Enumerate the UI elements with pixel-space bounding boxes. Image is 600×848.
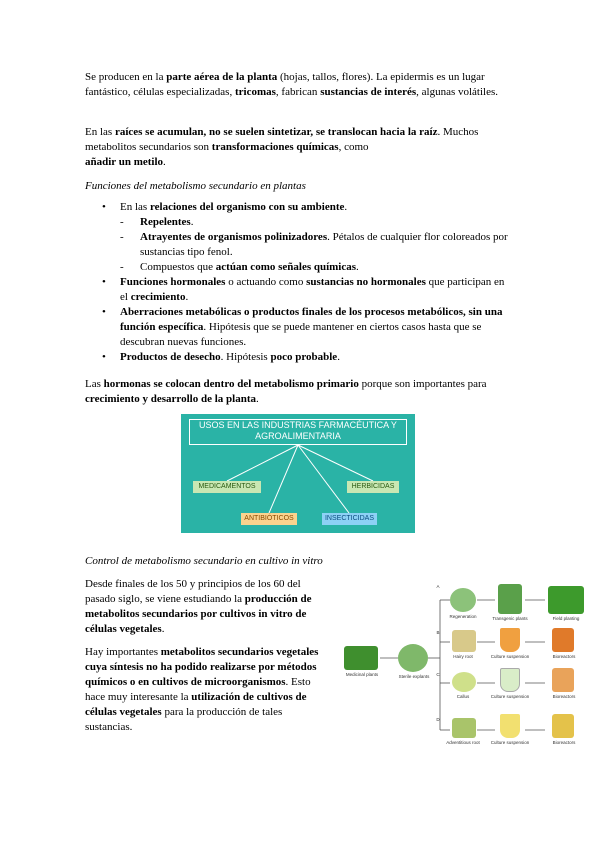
label-hairy-root: Hairy root (453, 654, 473, 659)
diagram-node-herbicidas: HERBICIDAS (347, 481, 399, 493)
paragraph-importance: Hay importantes metabolitos secundarios vegetales cuya síntesis no ha podido realizarse por métodos químicos o en cultivos de microorganismos. Esto hace muy interesante la utilización de cultivos de células vegetales para la producción de tales sustancias. (85, 646, 319, 733)
label-bioreactor-b: Bioreactors (552, 654, 576, 659)
label-callus: Callus (456, 694, 470, 699)
regeneration-image (450, 588, 476, 612)
diagram-title: USOS EN LAS INDUSTRIAS FARMACÉUTICA Y AGROALIMENTARIA (189, 419, 407, 445)
medicinal-plants-image (344, 646, 378, 670)
letter-d: D (436, 717, 440, 722)
list-item: - Compuestos que actúan como señales químicas. (120, 260, 512, 275)
functions-list (100, 200, 512, 365)
list-item: - Repelentes. (120, 215, 512, 230)
diagram-node-medicamentos: MEDICAMENTOS (193, 481, 261, 493)
connector-medicamentos (227, 445, 298, 481)
bioreactor-d-image (552, 714, 574, 738)
connector-antibioticos (269, 445, 298, 513)
hairy-root-image (452, 630, 476, 652)
culture-suspension-c-image (500, 668, 520, 692)
paragraph-roots: En las raíces se acumulan, no se suelen sintetizar, se translocan hacia la raíz. Muchos metabolitos secundarios son transformaciones químicas, como añadir un metilo. (85, 126, 479, 168)
paragraph-history: Desde finales de los 50 y principios de los 60 del pasado siglo, se viene estudiando la producción de metabolitos secundarios por cultivos in vitro de células vegetales. (85, 578, 312, 635)
heading-in-vitro: Control de metabolismo secundario en cultivo in vitro (85, 555, 323, 567)
list-item: • Aberraciones metabólicas o productos finales de los procesos metabólicos, sin una función específica. Hipótesis que se puede mantener en ciertos casos hasta que se descubran nuevas funciones. (100, 305, 512, 350)
industry-uses-diagram (181, 414, 415, 533)
label-bioreactor-d: Bioreactors (552, 740, 576, 745)
list-item: • En las relaciones del organismo con su ambiente. - Repelentes. - Atrayentes de organismos polinizadores. Pétalos de cualquier flor coloreados por sustancias tipo fenol. - Compuestos que actúan como señales químicas. (100, 200, 512, 275)
bioreactor-c-image (552, 668, 574, 692)
label-sterile: Sterile explants (398, 674, 430, 679)
diagram-node-insecticidas: INSECTICIDAS (322, 513, 377, 525)
label-adventitious: Adventitious root (446, 740, 480, 745)
connector-herbicidas (298, 445, 373, 481)
adventitious-root-image (452, 718, 476, 738)
list-item: • Funciones hormonales o actuando como sustancias no hormonales que participan en el crecimiento. (100, 275, 512, 305)
label-suspension-c: Culture suspension (490, 694, 530, 699)
sub-list (120, 215, 512, 275)
list-item: • Productos de desecho. Hipótesis poco probable. (100, 350, 512, 365)
paragraph-aerial-part: Se producen en la parte aérea de la planta (hojas, tallos, flores). La epidermis es un lugar fantástico, células especializadas, tricomas, fabrican sustancias de interés, algunas volátiles. (85, 71, 499, 98)
letter-b: B (436, 630, 440, 635)
list-item: - Atrayentes de organismos polinizadores. Pétalos de cualquier flor coloreados por sustancias tipo fenol. (120, 230, 512, 260)
label-regeneration: Regeneration (449, 614, 477, 619)
sterile-explants-image (398, 644, 428, 672)
label-transgenic: Transgenic plants (492, 616, 528, 621)
label-medicinal: Medicinal plants (345, 672, 379, 677)
connector-insecticidas (298, 445, 349, 513)
transgenic-plants-image (498, 584, 522, 614)
culture-suspension-d-image (500, 714, 520, 738)
letter-a: A (436, 584, 440, 589)
label-suspension-b: Culture suspension (490, 654, 530, 659)
callus-image (452, 672, 476, 692)
in-vitro-culture-figure (340, 580, 588, 750)
culture-suspension-b-image (500, 628, 520, 652)
diagram-node-antibioticos: ANTIBIÓTICOS (241, 513, 297, 525)
heading-functions: Funciones del metabolismo secundario en plantas (85, 180, 306, 192)
label-field: Field planting (552, 616, 580, 621)
field-planting-image (548, 586, 584, 614)
letter-c: C (436, 672, 440, 677)
label-bioreactor-c: Bioreactors (552, 694, 576, 699)
label-suspension-d: Culture suspension (490, 740, 530, 745)
bioreactor-b-image (552, 628, 574, 652)
paragraph-hormones: Las hormonas se colocan dentro del metabolismo primario porque son importantes para crecimiento y desarrollo de la planta. (85, 378, 487, 405)
